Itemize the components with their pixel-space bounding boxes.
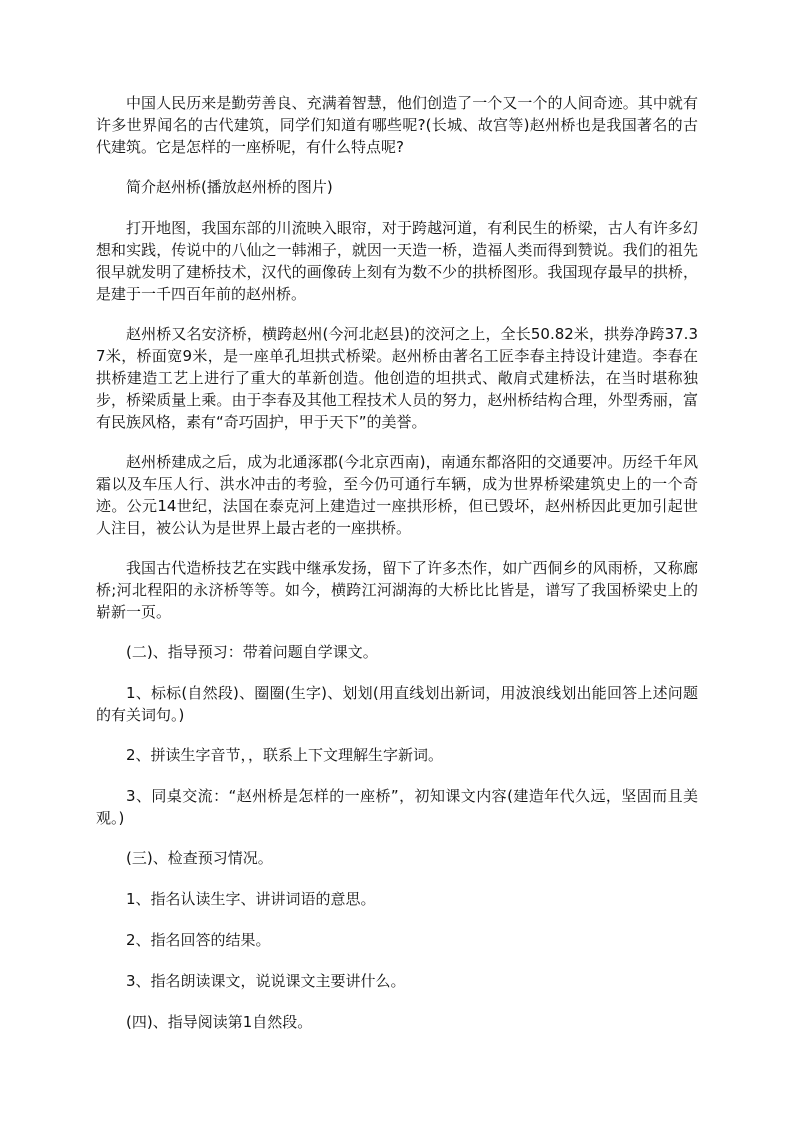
bridge-intro-heading: 简介赵州桥(播放赵州桥的图片): [126, 178, 333, 196]
preview-step-1: 1、标标(自然段)、圈圈(生字)、划划(用直线划出新词，用波浪线划出能回答上述问题的有关词句。): [96, 684, 698, 724]
map-paragraph: 打开地图，我国东部的川流映入眼帘，对于跨越河道，有利民生的桥梁，古人有许多幻想和实践，传说中的八仙之一韩湘子，就因一天造一桥，造福人类而得到赞说。我们的祖先很早就发明了建桥技术，汉代的画像砖上刻有为数不少的拱桥图形。我国现存最早的拱桥，是建于一千四百年前的赵州桥。: [96, 219, 698, 303]
section-two-heading: (二)、指导预习：带着问题自学课文。: [126, 643, 378, 661]
section-four-heading: (四)、指导阅读第1自然段。: [126, 1013, 313, 1031]
check-step-3: 3、指名朗读课文，说说课文主要讲什么。: [126, 972, 406, 990]
bridge-legacy-paragraph: 我国古代造桥技艺在实践中继承发扬，留下了许多杰作，如广西侗乡的风雨桥，又称廊桥;河北程阳的永济桥等等。如今，横跨江河湖海的大桥比比皆是，谱写了我国桥梁史上的崭新一页。: [96, 559, 698, 621]
preview-step-3: 3、同桌交流：“赵州桥是怎样的一座桥”，初知课文内容(建造年代久远，坚固而且美观。): [96, 787, 698, 827]
bridge-history-paragraph: 赵州桥建成之后，成为北通涿郡(今北京西南)，南通东都洛阳的交通要冲。历经千年风霜以及车压人行、洪水冲击的考验，至今仍可通行车辆，成为世界桥梁建筑史上的一个奇迹。公元14世纪，法国在泰克河上建造过一座拱形桥，但已毁坏，赵州桥因此更加引起世人注目，被公认为是世界上最古老的一座拱桥。: [96, 453, 698, 537]
check-step-1: 1、指名认读生字、讲讲词语的意思。: [126, 890, 376, 908]
section-three-heading: (三)、检查预习情况。: [126, 849, 273, 867]
preview-step-2: 2、拼读生字音节，，联系上下文理解生字新词。: [126, 746, 444, 764]
intro-paragraph: 中国人民历来是勤劳善良、充满着智慧，他们创造了一个又一个的人间奇迹。其中就有许多世界闻名的古代建筑，同学们知道有哪些呢?(长城、故宫等)赵州桥也是我国著名的古代建筑。它是怎样的一座桥呢，有什么特点呢?: [96, 94, 698, 156]
check-step-2: 2、指名回答的结果。: [126, 931, 271, 949]
document-page: [96, 92, 698, 1052]
bridge-description-paragraph: 赵州桥又名安济桥，横跨赵州(今河北赵县)的洨河之上，全长50.82米，拱券净跨37.37米，桥面宽9米，是一座单孔坦拱式桥梁。赵州桥由著名工匠李春主持设计建造。李春在拱桥建造工艺上进行了重大的革新创造。他创造的坦拱式、敞肩式建桥法，在当时堪称独步，桥梁质量上乘。由于李春及其他工程技术人员的努力，赵州桥结构合理，外型秀丽，富有民族风格，素有“奇巧固护，甲于天下”的美誉。: [96, 325, 698, 431]
